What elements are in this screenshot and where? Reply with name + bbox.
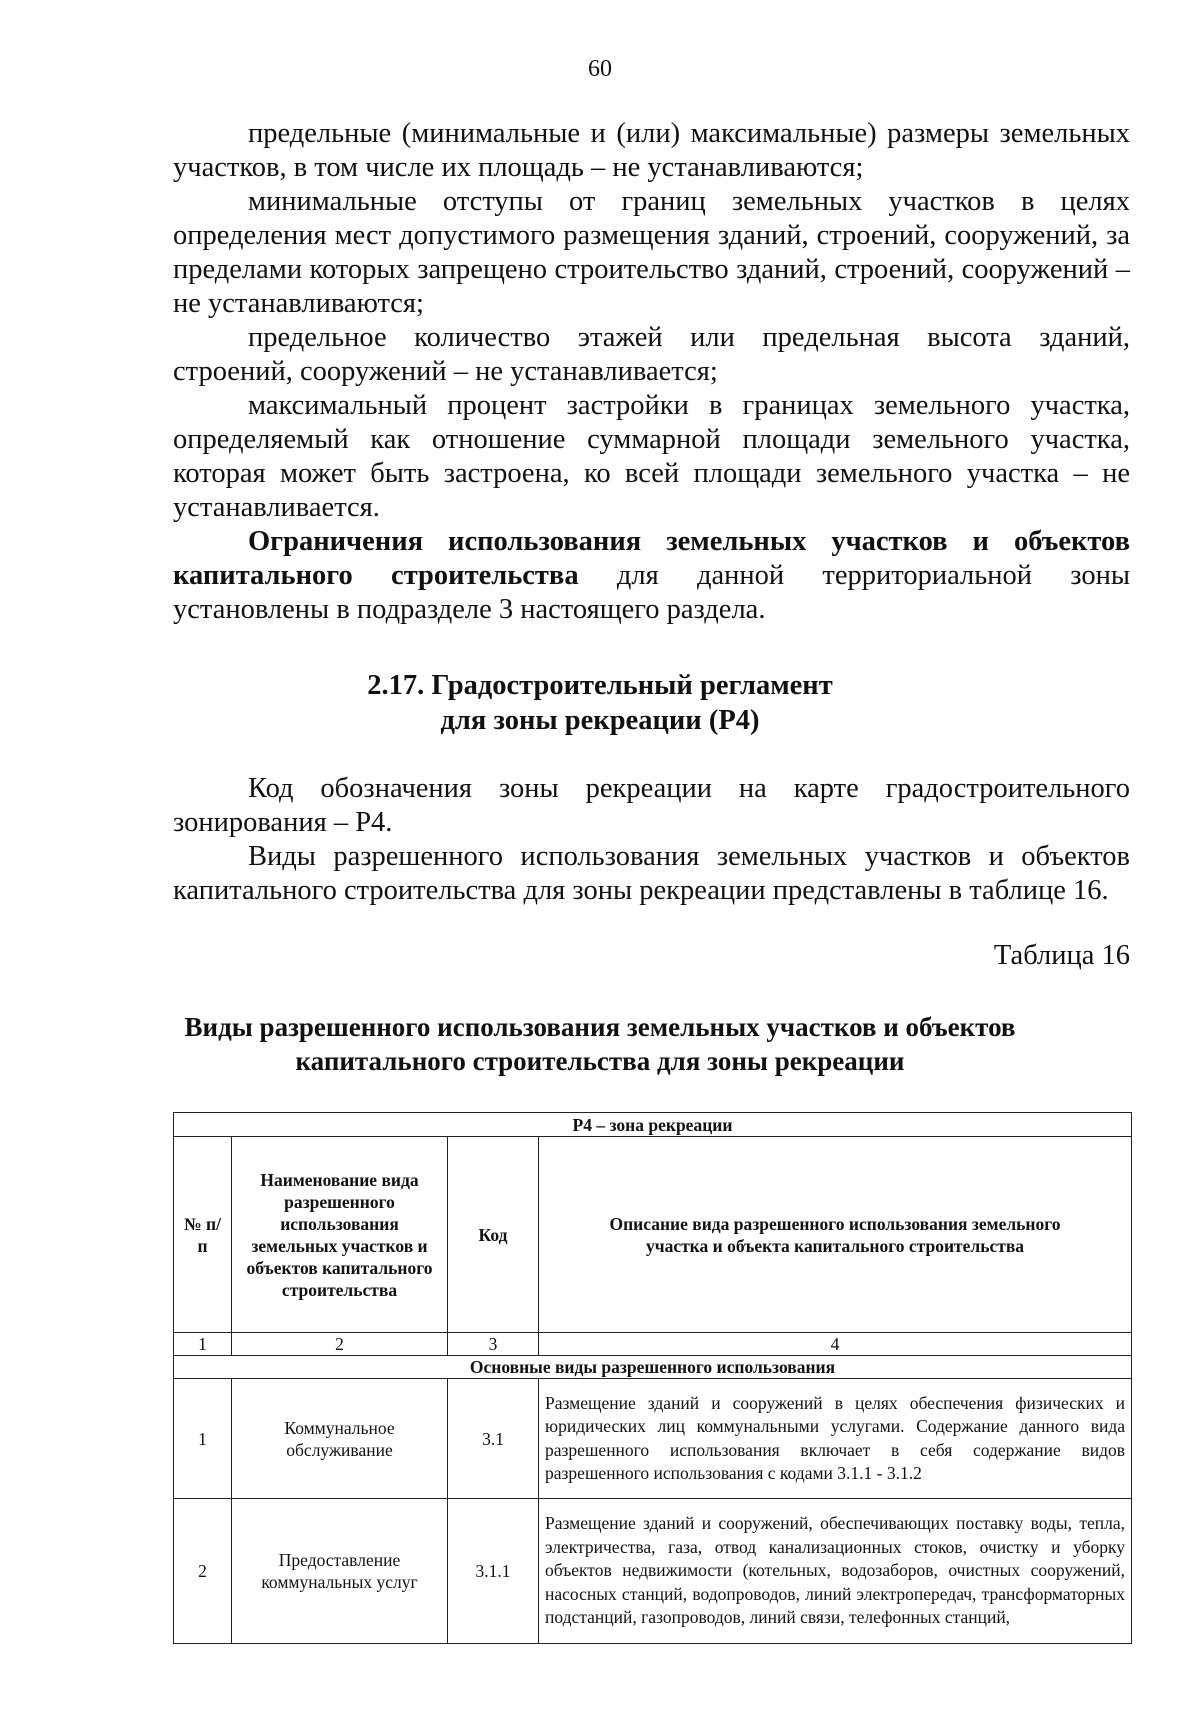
parameters-block — [173, 117, 1130, 627]
section-heading — [0, 668, 1200, 738]
paragraph-restrictions — [173, 525, 1130, 627]
row-name: Коммунальное обслуживание — [232, 1379, 448, 1499]
paragraph-setbacks: минимальные отступы от границ земельных участков в целях определения мест допустимого размещения зданий, строений, сооружений, за пределами которых запрещено строительство зданий, строений, сооружений – не устанавливаются; — [173, 186, 1130, 319]
col-number-3: 3 — [448, 1333, 539, 1356]
paragraph-table-reference: Виды разрешенного использования земельных участков и объектов капитального строительства для зоны рекреации представлены в таблице 16. — [173, 841, 1130, 906]
row-description: Размещение зданий и сооружений, обеспечивающих поставку воды, тепла, электричества, газа, отвод канализационных стоков, очистку и уборку объектов недвижимости (котельных, водозаборов, очистных сооружений, насосных станций, водопроводов, линий электропередач, трансформаторных подстанций, газопроводов, линий связи, телефонных станций, — [539, 1499, 1132, 1644]
header-code: Код — [448, 1137, 539, 1333]
col-number-1: 1 — [174, 1333, 232, 1356]
col-number-4: 4 — [539, 1333, 1132, 1356]
row-description: Размещение зданий и сооружений в целях обеспечения физических и юридических лиц коммунальными услугами. Содержание данного вида разрешенного использования включает в себя содержание видов разрешенного использования с кодами 3.1.1 - 3.1.2 — [539, 1379, 1132, 1499]
header-num: № п/п — [174, 1137, 232, 1333]
col-number-2: 2 — [232, 1333, 448, 1356]
restrictions-text: для данной территориальной зоны установлены в подразделе 3 настоящего раздела. — [173, 560, 1130, 625]
section-heading-line2: для зоны рекреации (Р4) — [440, 705, 760, 736]
row-num: 1 — [174, 1379, 232, 1499]
page-number: 60 — [588, 56, 612, 82]
table-label: Таблица 16 — [993, 940, 1130, 971]
table-row — [174, 1379, 1132, 1499]
section-heading-line1: 2.17. Градостроительный регламент — [367, 670, 833, 701]
table-title-line2: капитального строительства для зоны рекреации — [295, 1046, 905, 1076]
paragraph-plot-size: предельные (минимальные и (или) максимальные) размеры земельных участков, в том числе их площадь – не устанавливаются; — [173, 118, 1130, 183]
row-num: 2 — [174, 1499, 232, 1644]
table-title — [0, 1010, 1200, 1078]
row-code: 3.1.1 — [448, 1499, 539, 1644]
header-description: Описание вида разрешенного использования земельного участка и объекта капитального строительства — [539, 1137, 1132, 1333]
row-code: 3.1 — [448, 1379, 539, 1499]
table-title-line1: Виды разрешенного использования земельных участков и объектов — [184, 1012, 1016, 1042]
zone-header-cell: Р4 – зона рекреации — [174, 1113, 1132, 1137]
table-row — [174, 1499, 1132, 1644]
paragraph-coverage: максимальный процент застройки в границах земельного участка, определяемый как отношение суммарной площади земельного участка, которая может быть застроена, ко всей площади земельного участка – не устанавливается. — [173, 390, 1130, 523]
group-header-cell: Основные виды разрешенного использования — [174, 1356, 1132, 1379]
restrictions-bold-text: Ограничения использования земельных участков и объектов капитального строительства — [173, 526, 1130, 591]
header-name: Наименование вида разрешенного использования земельных участков и объектов капитального строительства — [232, 1137, 448, 1333]
section-intro — [173, 772, 1130, 908]
paragraph-floors: предельное количество этажей или предельная высота зданий, строений, сооружений – не устанавливается; — [173, 322, 1130, 387]
paragraph-zone-code: Код обозначения зоны рекреации на карте градостроительного зонирования – Р4. — [173, 773, 1130, 838]
row-name: Предоставление коммунальных услуг — [232, 1499, 448, 1644]
permitted-use-table — [173, 1112, 1132, 1644]
